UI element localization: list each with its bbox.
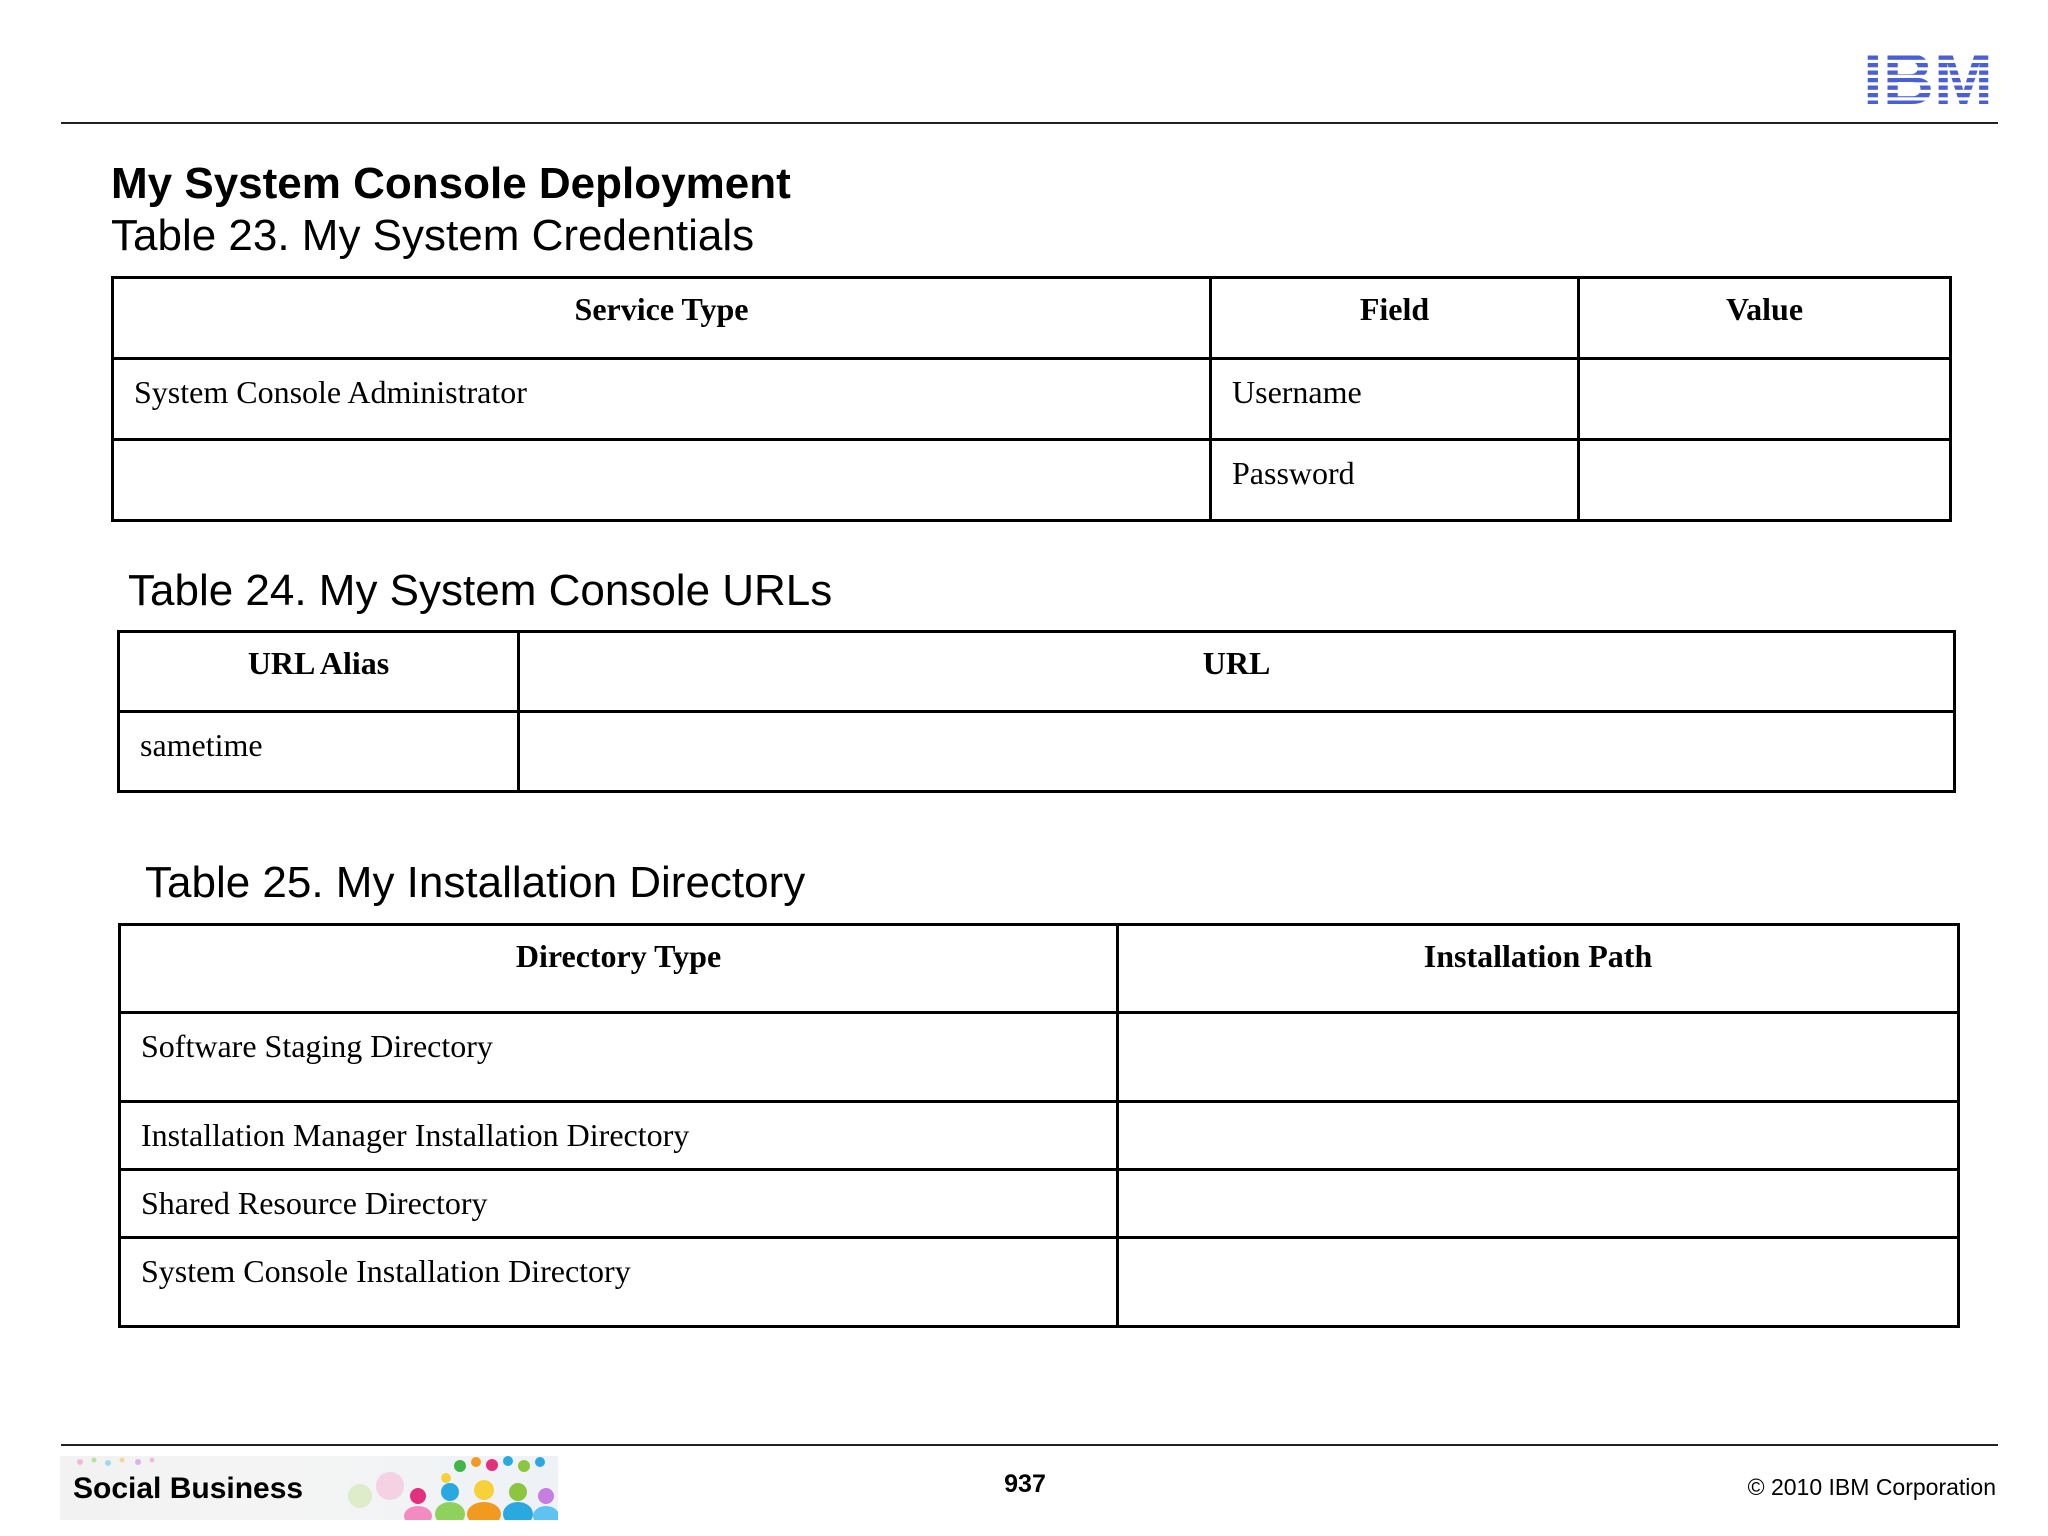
directory-type-cell: System Console Installation Directory [120,1238,1118,1327]
service-type-cell [113,440,1211,521]
table-row [113,440,1951,521]
copyright-notice: © 2010 IBM Corporation [1747,1474,1996,1500]
service-type-cell: System Console Administrator [113,359,1211,440]
column-header: URL [519,632,1955,712]
column-header: Service Type [113,278,1211,359]
table-row [113,359,1951,440]
value-cell [1579,359,1951,440]
column-header: Installation Path [1118,925,1959,1013]
social-business-banner [60,1456,558,1520]
ibm-logo [1861,48,1995,108]
table-row [120,1013,1959,1102]
value-cell [1579,440,1951,521]
credentials-table [111,276,1952,522]
column-header: Field [1211,278,1579,359]
directory-type-cell: Installation Manager Installation Directory [120,1102,1118,1170]
table-row [120,1102,1959,1170]
installation-path-cell [1118,1238,1959,1327]
column-header: Directory Type [120,925,1118,1013]
table-header-row [113,278,1951,359]
installation-path-cell [1118,1170,1959,1238]
table-header-row [119,632,1955,712]
directory-type-cell: Software Staging Directory [120,1013,1118,1102]
installation-directory-table [118,923,1960,1328]
footer-brand: Social Business [73,1472,304,1505]
table23-title: Table 23. My System Credentials [111,211,755,260]
table25-title: Table 25. My Installation Directory [145,858,806,907]
field-cell: Password [1211,440,1579,521]
table-row [119,712,1955,792]
table-header-row [120,925,1959,1013]
field-cell: Username [1211,359,1579,440]
footer-divider [61,1444,1998,1446]
url-alias-cell: sametime [119,712,519,792]
page-number: 937 [1004,1470,1046,1498]
table24-title: Table 24. My System Console URLs [128,566,833,615]
table-row [120,1238,1959,1327]
urls-table [117,630,1956,793]
directory-type-cell: Shared Resource Directory [120,1170,1118,1238]
header-divider [61,122,1998,124]
column-header: URL Alias [119,632,519,712]
installation-path-cell [1118,1102,1959,1170]
url-cell [519,712,1955,792]
page-title: My System Console Deployment [111,159,791,208]
table-row [120,1170,1959,1238]
column-header: Value [1579,278,1951,359]
installation-path-cell [1118,1013,1959,1102]
